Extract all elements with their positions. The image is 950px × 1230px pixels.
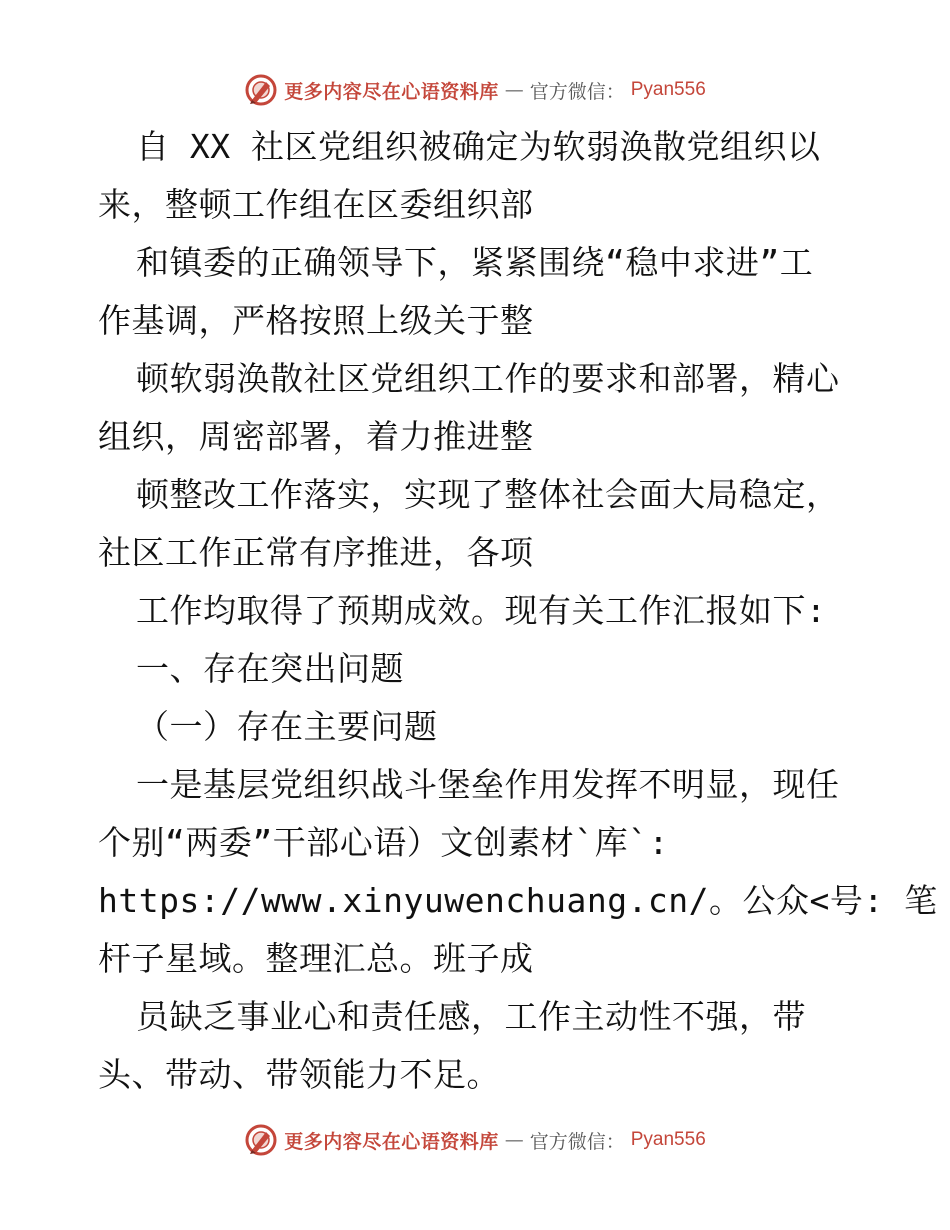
text-line: 和镇委的正确领导下，紧紧围绕“稳中求进”工 bbox=[136, 243, 814, 282]
text-line: 作基调，严格按照上级关于整 bbox=[98, 301, 534, 340]
banner-wechat-label: 官方微信： bbox=[529, 1130, 625, 1153]
pen-nib-logo-icon bbox=[244, 73, 278, 107]
text-line: 头、带动、带领能力不足。 bbox=[98, 1055, 500, 1094]
text-line-url: https://www.xinyuwenchuang.cn/。公众<号: 笔 bbox=[98, 881, 938, 920]
text-line: 一是基层党组织战斗堡垒作用发挥不明显，现任 bbox=[136, 765, 840, 804]
banner-wechat-id: Pyan556 bbox=[630, 1129, 706, 1150]
banner-wechat-label: 官方微信： bbox=[529, 80, 625, 103]
banner-dash: — bbox=[504, 1129, 524, 1151]
document-body bbox=[98, 118, 938, 1104]
text-line: 社区工作正常有序推进，各项 bbox=[98, 533, 534, 572]
text-line: 员缺乏事业心和责任感，工作主动性不强，带 bbox=[136, 997, 806, 1036]
text-line: 顿软弱涣散社区党组织工作的要求和部署，精心 bbox=[136, 359, 840, 398]
section-heading: 一、存在突出问题 bbox=[136, 649, 404, 688]
text-line: 顿整改工作落实，实现了整体社会面大局稳定， bbox=[136, 475, 840, 514]
banner-dash: — bbox=[504, 79, 524, 101]
text-line: 来，整顿工作组在区委组织部 bbox=[98, 185, 534, 224]
footer-banner bbox=[0, 1120, 950, 1160]
banner-slogan: 更多内容尽在心语资料库 bbox=[284, 80, 499, 103]
text-line: 杆子星域。整理汇总。班子成 bbox=[98, 939, 534, 978]
banner-slogan: 更多内容尽在心语资料库 bbox=[284, 1130, 499, 1153]
header-banner bbox=[0, 70, 950, 110]
text-line: 组织，周密部署，着力推进整 bbox=[98, 417, 534, 456]
subsection-heading: （一）存在主要问题 bbox=[136, 707, 438, 746]
text-line: 工作均取得了预期成效。现有关工作汇报如下: bbox=[136, 591, 827, 630]
banner-wechat-id: Pyan556 bbox=[630, 79, 706, 100]
pen-nib-logo-icon bbox=[244, 1123, 278, 1157]
text-line: 个别“两委”干部心语）文创素材`库`: bbox=[98, 823, 669, 862]
text-line: 自 XX 社区党组织被确定为软弱涣散党组织以 bbox=[136, 127, 821, 166]
